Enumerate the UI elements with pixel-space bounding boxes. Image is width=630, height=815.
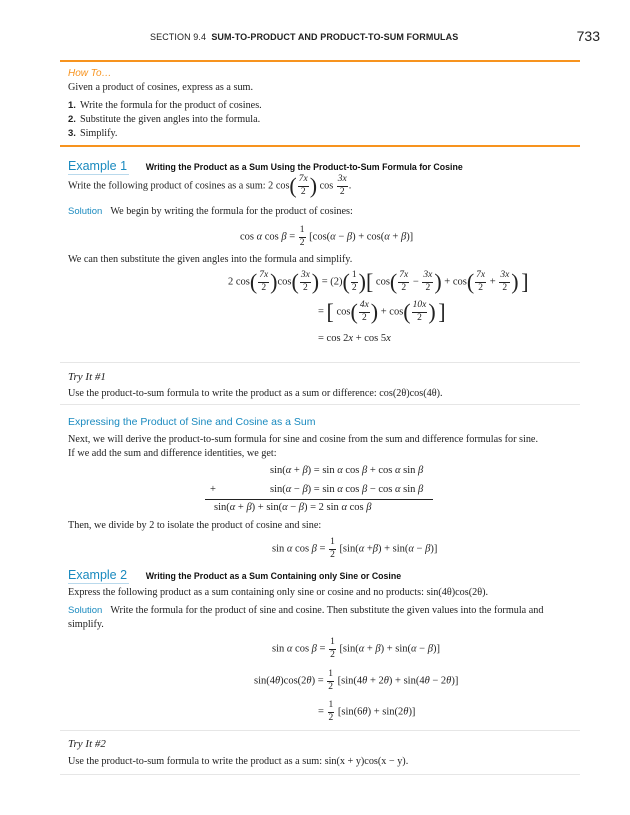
howto-top-rule: [60, 60, 580, 62]
example1-title: Writing the Product as a Sum Using the Product-to-Sum Formula for Cosine: [145, 162, 463, 172]
example1-label: Example 1: [68, 159, 128, 173]
howto-intro: Given a product of cosines, express as a sum.: [68, 82, 254, 93]
example2-header: [68, 568, 401, 582]
example2-solution-cont: simplify.: [68, 619, 104, 630]
example2-step-1: sin(4θ)cos(2θ) = $\frac{1}{2}$ [sin(4θ + 2θ) + sin(4θ − 2θ)]: [254, 669, 459, 692]
identity-difference: sin(α − β) = sin α cos β − cos α sin β: [270, 484, 424, 495]
solution-label: Solution: [68, 605, 103, 616]
example1-end-rule: [60, 362, 580, 363]
example2-prompt: Express the following product as a sum containing only sine or cosine and no products: sin(4θ)cos(2θ).: [68, 587, 489, 598]
howto-bottom-rule: [60, 145, 580, 147]
identity-sum: sin(α + β) = sin α cos β + cos α sin β: [270, 465, 424, 476]
derivation-line-3: = cos 2x + cos 5x: [318, 333, 391, 344]
example2-step-2: = $\frac{1}{2}$ [sin(6θ) + sin(2θ)]: [318, 700, 416, 723]
howto-step-2: [68, 114, 260, 125]
solution-label: Solution: [68, 206, 103, 217]
page-number: 733: [576, 28, 600, 44]
addition-rule: [205, 499, 433, 500]
prompt-text: Write the following product of cosines as a sum: 2 cos: [68, 180, 290, 192]
section-number: SECTION 9.4: [150, 32, 207, 42]
step-text: Substitute the given angles into the formula.: [79, 114, 261, 125]
formula-sin-cos-2: sin α cos β = $\frac{1}{2}$ [sin(α + β) + sin(α − β)]: [272, 637, 440, 660]
example2-label: Example 2: [68, 568, 128, 582]
section2-para1: Next, we will derive the product-to-sum formula for sine and cosine from the sum and difference formulas for sine.: [68, 434, 538, 445]
tryit2-label: Try It #2: [68, 738, 106, 750]
section2-para2: If we add the sum and difference identities, we get:: [68, 448, 277, 459]
step-number: 2.: [68, 114, 76, 125]
tryit2-text: Use the product-to-sum formula to write the product as a sum: sin(x + y)cos(x − y).: [68, 756, 409, 767]
example2-solution: [68, 605, 543, 616]
derivation-line-1: 2 cos( $\frac{7x}{2}$ )cos( $\frac{3x}{2}$ ) = (2)( $\frac{1}{2}$ )[ cos( $\frac{7x}{2}$ − $\frac{3x}{2}$ ) + cos( $\frac{7x}{2}$ + $\frac{3x}{2}$ ) ]: [228, 269, 529, 294]
tryit1-end-rule: [60, 404, 580, 405]
identity-result: sin(α + β) + sin(α − β) = 2 sin α cos β: [214, 502, 372, 513]
step-text: Write the formula for the product of cosines.: [79, 100, 262, 111]
step-number: 1.: [68, 100, 76, 111]
example2-end-rule: [60, 730, 580, 731]
solution-text: We begin by writing the formula for the product of cosines:: [110, 206, 353, 217]
step-text: Simplify.: [79, 128, 118, 139]
formula-sin-cos: sin α cos β = $\frac{1}{2}$ [sin(α +β) + sin(α − β)]: [272, 537, 438, 560]
example1-prompt: Write the following product of cosines as a sum: 2 cos( $\frac{7x}{2}$ ) cos $\frac{3x}{2}$ .: [68, 173, 352, 198]
tryit2-end-rule: [60, 774, 580, 775]
example1-sub-text: We can then substitute the given angles into the formula and simplify.: [68, 254, 353, 265]
tryit1-label: Try It #1: [68, 371, 106, 383]
step-number: 3.: [68, 128, 76, 139]
identity-plus-sign: +: [210, 484, 216, 495]
example2-title: Writing the Product as a Sum Containing only Sine or Cosine: [145, 571, 402, 581]
howto-step-3: [68, 128, 117, 139]
section-heading: Expressing the Product of Sine and Cosine as a Sum: [68, 416, 316, 428]
example1-solution: [68, 206, 353, 217]
running-header: [150, 32, 458, 42]
formula-cos-product: cos α cos β = $\frac{1}{2}$ [cos(α − β) + cos(α + β)]: [240, 225, 414, 248]
example1-header: [68, 159, 463, 173]
derivation-line-2: = [ cos( $\frac{4x}{2}$ ) + cos( $\frac{10x}{2}$ ) ]: [318, 299, 446, 324]
section2-para3: Then, we divide by 2 to isolate the product of cosine and sine:: [68, 520, 322, 531]
howto-label: How To…: [68, 68, 112, 79]
section-title: SUM-TO-PRODUCT AND PRODUCT-TO-SUM FORMULAS: [211, 32, 459, 42]
solution-text: Write the formula for the product of sine and cosine. Then substitute the given values into the formula and: [110, 605, 544, 616]
tryit1-text: Use the product-to-sum formula to write the product as a sum or difference: cos(2θ)cos(4θ).: [68, 388, 443, 399]
howto-step-1: [68, 100, 262, 111]
